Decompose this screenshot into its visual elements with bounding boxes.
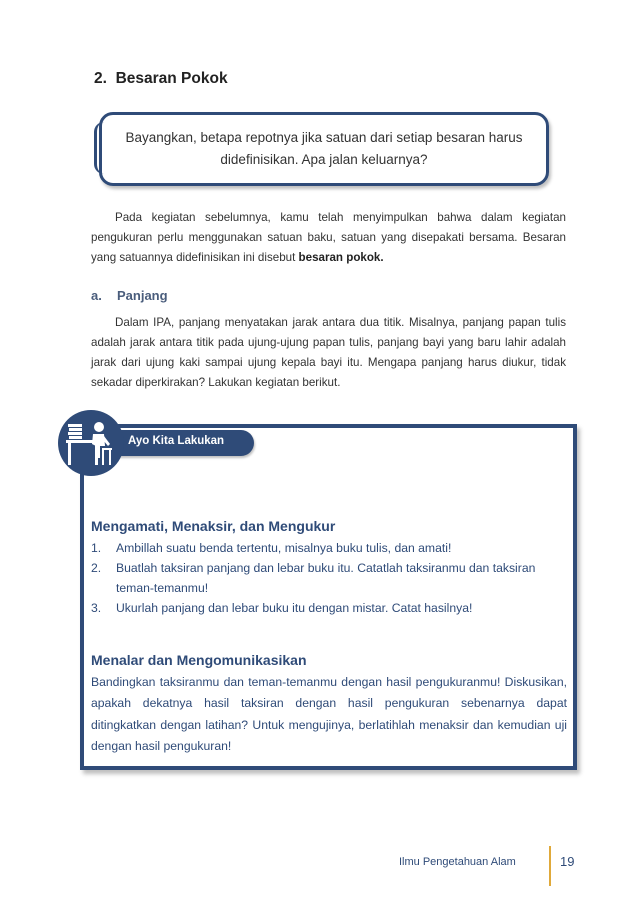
step-number: 3. xyxy=(91,601,102,615)
list-item xyxy=(91,558,567,598)
step-text: Ukurlah panjang dan lebar buku itu dengan mistar. Catat hasilnya! xyxy=(116,601,473,615)
step-text: Ambillah suatu benda tertentu, misalnya buku tulis, dan amati! xyxy=(116,541,452,555)
subsection-heading xyxy=(91,288,168,303)
page-number: 19 xyxy=(560,854,575,869)
footer-book-title: Ilmu Pengetahuan Alam xyxy=(399,856,516,868)
step-number: 2. xyxy=(91,561,102,575)
reason-title: Menalar dan Mengomunikasikan xyxy=(91,652,307,668)
student-desk-icon xyxy=(58,410,124,476)
step-text: Buatlah taksiran panjang dan lebar buku itu. Catatlah taksiranmu dan taksiran teman-temanmu! xyxy=(116,561,536,595)
subsection-title: Panjang xyxy=(117,288,168,303)
list-item xyxy=(91,598,567,618)
section-title: Besaran Pokok xyxy=(115,70,228,87)
section-number: 2. xyxy=(94,70,107,87)
panjang-paragraph xyxy=(91,313,566,393)
activity-banner-label: Ayo Kita Lakukan xyxy=(128,435,225,447)
callout-line-1: Bayangkan, betapa repotnya jika satuan dari setiap besaran harus xyxy=(125,130,523,145)
subsection-letter: a. xyxy=(91,288,102,303)
intro-paragraph xyxy=(91,208,566,268)
reason-paragraph: Bandingkan taksiranmu dan teman-temanmu dengan hasil pengukuranmu! Diskusikan, apakah dekatnya hasil taksiran dengan hasil pengukuran sebenarnya dapat ditingkatkan dengan latihan? Untuk mengujinya, berlatihlah menaksir dan kemudian uji dengan hasil pengukuran! xyxy=(91,675,567,753)
intro-bold-term: besaran pokok. xyxy=(298,251,384,264)
callout-line-2: didefinisikan. Apa jalan keluarnya? xyxy=(220,152,428,167)
observe-title: Mengamati, Menaksir, dan Mengukur xyxy=(91,518,336,534)
step-number: 1. xyxy=(91,541,102,555)
section-heading xyxy=(94,70,228,88)
observe-steps xyxy=(91,538,567,618)
list-item xyxy=(91,538,567,558)
callout-box xyxy=(99,112,549,186)
footer-divider xyxy=(549,846,551,886)
intro-text: Pada kegiatan sebelumnya, kamu telah menyimpulkan bahwa dalam kegiatan pengukuran perlu menggunakan satuan baku, satuan yang disepakati bersama. Besaran yang satuannya didefinisikan ini disebut xyxy=(91,211,566,264)
panjang-text: Dalam IPA, panjang menyatakan jarak antara dua titik. Misalnya, panjang papan tulis adalah jarak antara titik pada ujung-ujung papan tulis, panjang bayi yang baru lahir adalah jarak dari ujung kaki sampai ujung kepala bayi itu. Mengapa panjang harus diukur, tidak sekadar diperkirakan? Lakukan kegiatan berikut. xyxy=(91,316,566,389)
